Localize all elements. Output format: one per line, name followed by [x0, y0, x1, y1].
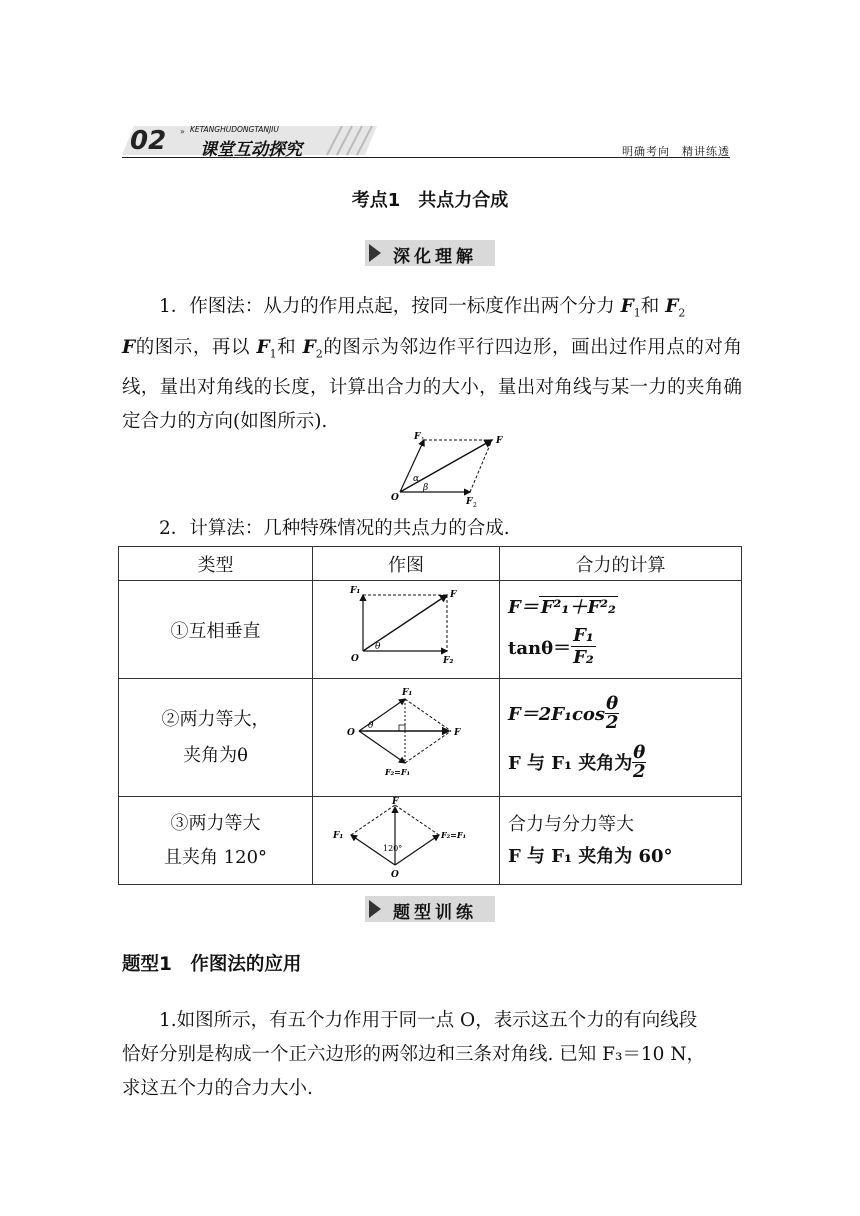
parallelogram-figure: [388, 428, 518, 510]
rhombus-figure: [313, 679, 499, 791]
tag-practice: 题型训练: [365, 896, 495, 922]
section-banner: [122, 124, 377, 160]
table-header-row: [119, 547, 742, 581]
row3-type: ③两力等大 且夹角 120°: [119, 797, 313, 885]
play-triangle-icon: [369, 900, 381, 918]
tag-deepen: 深化理解: [365, 240, 495, 266]
fig1-label-beta: β: [423, 483, 429, 493]
svg-text:F: F: [450, 590, 457, 600]
section-title: 考点1 共点力合成: [351, 190, 509, 211]
svg-text:F: F: [392, 797, 399, 807]
fig1-label-F2: F: [466, 497, 473, 507]
paragraph-method-drawing: 1．作图法：从力的作用点起，按同一标度作出两个分力 $F_1$和 $F_2$ F的图示，再以 $F_1$和 $F_2$的图示为邻边作平行四边形，画出过作用点的对角线，量出对角线的长度，计算出合力的大小，量出对角线与某一力的夹角确定合力的方向(如图所示).: [122, 296, 742, 433]
svg-text:θ: θ: [368, 721, 374, 731]
row3-calc: 合力与分力等大 F 与 F₁ 夹角为 60°: [500, 797, 742, 885]
row2-type: ②两力等大， 夹角为θ: [119, 679, 313, 797]
table-row: [119, 797, 742, 885]
problem-1: 1.如图所示，有五个力作用于同一点 O，表示这五个力的有向线段 恰好分别是构成一个正六边形的两邻边和三条对角线. 已知 F₃＝10 N， 求这五个力的合力大小.: [122, 1010, 706, 1099]
table-row: [119, 581, 742, 679]
svg-text:F₁: F₁: [350, 586, 361, 596]
table-row: [119, 679, 742, 797]
svg-text:120°: 120°: [383, 844, 403, 853]
row1-calc: F＝ F²₁＋F²₂ tanθ＝ F₁ F₂: [500, 581, 742, 679]
row1-figure: [313, 581, 500, 679]
svg-text:»: »: [180, 127, 185, 136]
row3-figure: [313, 797, 500, 885]
y-shape-figure: [313, 797, 499, 879]
banner-pinyin: KETANGHUDONGTANJIU: [190, 125, 279, 134]
row2-figure: [313, 679, 500, 797]
fig1-label-alpha: α: [413, 474, 420, 484]
row2-calc: F＝2F₁cos θ 2 F 与 F₁ 夹角为 θ 2: [500, 679, 742, 797]
svg-text:F₁: F₁: [402, 688, 413, 698]
perpendicular-figure: [313, 581, 499, 673]
fig1-label-O: O: [391, 493, 399, 503]
header-type: 类型: [119, 547, 313, 581]
svg-text:F₂: F₂: [443, 656, 454, 666]
svg-text:O: O: [391, 870, 399, 879]
header-right-tag: 明确考向 精讲练透: [622, 145, 730, 158]
paragraph-method-calc: 2．计算法：几种特殊情况的共点力的合成.: [159, 518, 510, 539]
badge-number: 02: [130, 126, 167, 156]
header-calc: 合力的计算: [500, 547, 742, 581]
question-type-heading: 题型1 作图法的应用: [122, 954, 302, 975]
svg-text:F₂=F₁: F₂=F₁: [385, 767, 411, 777]
svg-text:O: O: [347, 728, 355, 738]
svg-text:1: 1: [421, 437, 425, 444]
svg-text:O: O: [351, 654, 359, 664]
svg-text:θ: θ: [375, 642, 381, 652]
svg-text:F₁: F₁: [333, 831, 344, 841]
play-triangle-icon: [369, 244, 381, 262]
force-composition-table: [118, 546, 742, 885]
svg-text:2: 2: [473, 502, 477, 509]
fig1-label-F1: F: [414, 432, 421, 442]
header-figure: 作图: [313, 547, 500, 581]
svg-text:F₂=F₁: F₂=F₁: [441, 830, 467, 840]
row1-type: ①互相垂直: [119, 581, 313, 679]
svg-text:F: F: [454, 728, 461, 738]
fig1-label-F: F: [496, 436, 503, 446]
banner-title: 课堂互动探究: [200, 140, 302, 160]
